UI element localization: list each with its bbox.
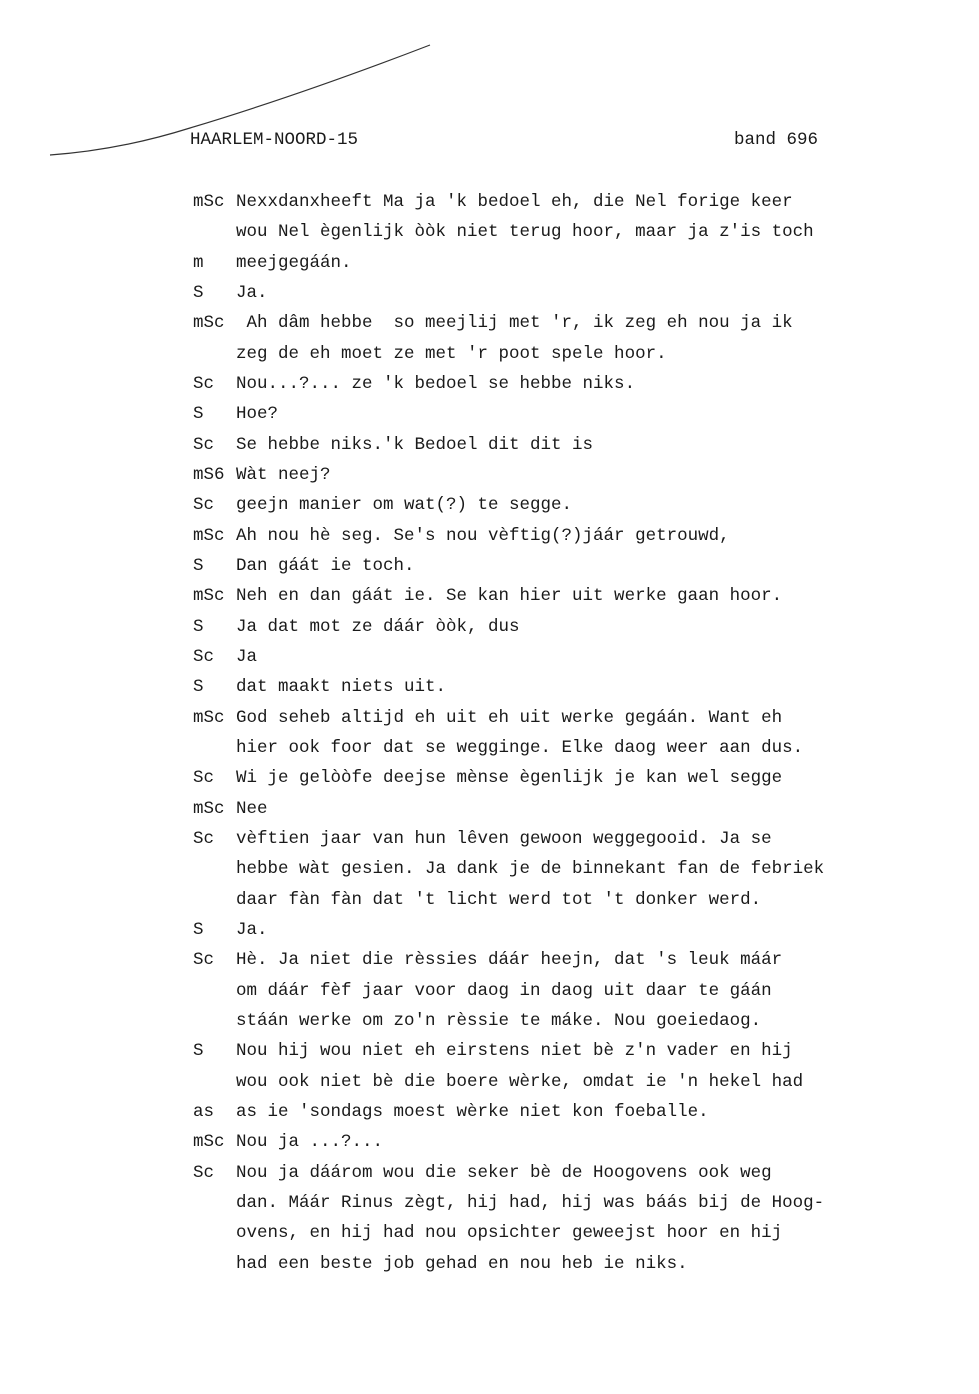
utterance-text: dan. Máár Rinus zègt, hij had, hij was báás bij de Hoog-: [236, 1192, 825, 1213]
band-number: band 696: [734, 130, 819, 150]
speaker-label: mSc: [193, 192, 225, 212]
speaker-label: S: [193, 555, 204, 576]
utterance-text: as ie 'sondags moest wèrke niet kon foeballe.: [236, 1101, 709, 1122]
utterance-text: Wàt neej?: [236, 464, 331, 485]
utterance-text: om dáár fèf jaar voor daog in daog uit daar te gáán: [236, 980, 772, 1001]
speaker-label: mSc: [193, 798, 225, 819]
utterance-text: Nee: [236, 798, 268, 819]
utterance-text: Nou ja dáárom wou die seker bè de Hoogovens ook weg: [236, 1162, 772, 1183]
utterance-text: daar fàn fàn dat 't licht werd tot 't donker werd.: [236, 889, 762, 910]
speaker-label: Sc: [193, 373, 215, 394]
utterance-text: Se hebbe niks.'k Bedoel dit dit is: [236, 434, 594, 455]
utterance-text: Ja: [236, 646, 258, 667]
utterance-text: hier ook foor dat se wegginge. Elke daog weer aan dus.: [236, 737, 804, 758]
utterance-text: Ah nou hè seg. Se's nou vèftig(?)jáár getrouwd,: [236, 525, 730, 546]
utterance-text: Wi je gelòòfe deejse mènse ègenlijk je kan wel segge: [236, 768, 783, 789]
utterance-text: Hoe?: [236, 404, 279, 425]
utterance-text: had een beste job gehad en nou heb ie niks.: [236, 1253, 688, 1274]
speaker-label: S: [193, 919, 204, 940]
utterance-text: ovens, en hij had nou opsichter geweejst hoor en hij: [236, 1223, 783, 1244]
speaker-label: Sc: [193, 950, 215, 971]
speaker-label: S: [193, 677, 204, 698]
speaker-label: mSc: [193, 707, 225, 728]
speaker-label: Sc: [193, 1162, 215, 1183]
utterance-text: God seheb altijd eh uit eh uit werke gegáán. Want eh: [236, 707, 783, 728]
utterance-text: Neh en dan gáát ie. Se kan hier uit werke gaan hoor.: [236, 586, 783, 607]
speaker-label: S: [193, 282, 204, 303]
utterance-text: wou Nel ègenlijk òòk niet terug hoor, maar ja z'is toch: [236, 222, 814, 243]
utterance-text: hebbe wàt gesien. Ja dank je de binnekant fan de febriek: [236, 859, 825, 880]
utterance-text: Nou hij wou niet eh eirstens niet bè z'n vader en hij: [236, 1041, 793, 1062]
speaker-label: mSc: [193, 1132, 225, 1153]
utterance-text: Ja.: [236, 282, 268, 303]
speaker-label: mSc: [193, 525, 225, 546]
speaker-label: mS6: [193, 464, 225, 485]
utterance-text: Ah dâm hebbe so meejlij met 'r, ik zeg eh nou ja ik: [236, 313, 793, 334]
utterance-text: dat maakt niets uit.: [236, 677, 447, 698]
speaker-label: as: [193, 1101, 215, 1122]
utterance-text: Nexxdanxheeft Ma ja 'k bedoel eh, die Nel forige keer: [236, 192, 793, 212]
utterance-text: Nou...?... ze 'k bedoel se hebbe niks.: [236, 373, 636, 394]
speaker-label: Sc: [193, 434, 215, 455]
speaker-label: mSc: [193, 586, 225, 607]
utterance-text: Ja.: [236, 919, 268, 940]
utterance-text: Nou ja ...?...: [236, 1132, 384, 1153]
utterance-text: zeg de eh moet ze met 'r poot spele hoor.: [236, 343, 667, 364]
utterance-text: stáán werke om zo'n rèssie te máke. Nou goeiedaog.: [236, 1010, 762, 1031]
utterance-text: Hè. Ja niet die rèssies dáár heejn, dat 's leuk máár: [236, 950, 783, 971]
utterance-text: Dan gáát ie toch.: [236, 555, 415, 576]
speaker-label: mSc: [193, 313, 225, 334]
utterance-text: wou ook niet bè die boere wèrke, omdat ie 'n hekel had: [236, 1071, 804, 1092]
speaker-label: Sc: [193, 768, 215, 789]
document-title: HAARLEM-NOORD-15: [190, 130, 359, 150]
speaker-label: m: [193, 252, 204, 273]
utterance-text: vèftien jaar van hun lêven gewoon weggegooid. Ja se: [236, 828, 772, 849]
speaker-label: S: [193, 616, 204, 637]
speaker-label: Sc: [193, 828, 215, 849]
utterance-text: meejgegáán.: [236, 252, 352, 273]
speaker-label: S: [193, 404, 204, 425]
pen-stroke-decoration: [0, 0, 979, 200]
speaker-label: Sc: [193, 646, 215, 667]
utterance-text: Ja dat mot ze dáár òòk, dus: [236, 616, 520, 637]
speaker-label: Sc: [193, 495, 215, 516]
speaker-label: S: [193, 1041, 204, 1062]
utterance-text: geejn manier om wat(?) te segge.: [236, 495, 573, 516]
